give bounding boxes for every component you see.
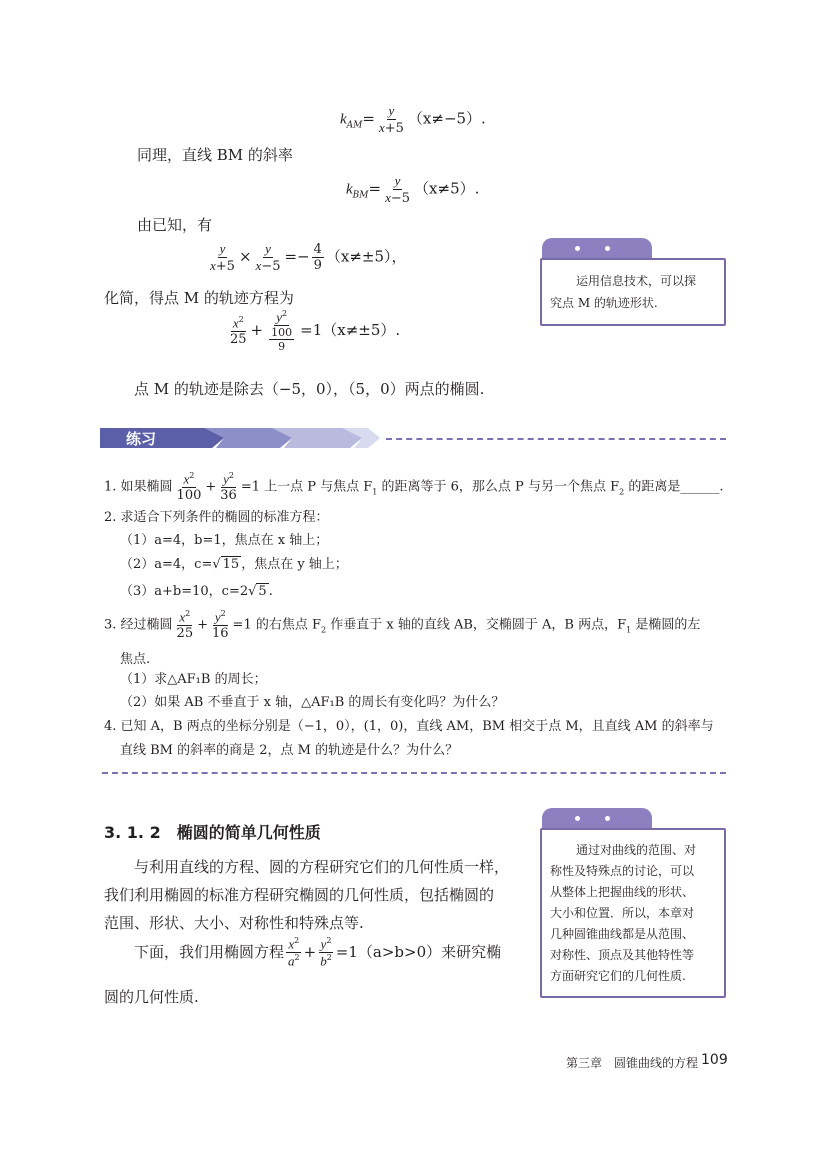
eq-k-am: $k_{AM}=$ $\frac{y}{x+5}$ （x≠−5）.	[340, 103, 486, 136]
exercise-q2: 2. 求适合下列条件的椭圆的标准方程：	[104, 510, 329, 525]
exercise-q4-line1: 4. 已知 A，B 两点的坐标分别是（−1，0），(1，0)，直线 AM，BM 相交于点 M，且直线 AM 的斜率与	[104, 719, 714, 734]
dot-icon	[575, 246, 580, 251]
exercise-title: 练习	[126, 430, 157, 448]
exercise-q3-1: （1）求△AF₁B 的周长；	[120, 672, 267, 687]
dot-icon	[605, 816, 610, 821]
exercise-top-divider	[386, 438, 726, 440]
same-bm-text: 同理，直线 BM 的斜率	[137, 146, 293, 164]
side-note-2-line: 几种圆锥曲线都是从范围、	[550, 927, 695, 941]
exercise-q2-1: （1）a=4，b=1，焦点在 x 轴上；	[120, 533, 329, 548]
simplify-text: 化简，得点 M 的轨迹方程为	[104, 289, 294, 307]
exercise-q2-3: （3）a+b=10，c=2√ 5 .	[120, 584, 273, 599]
dot-icon	[605, 246, 610, 251]
side-note-1-line1: 运用信息技术，可以探	[576, 274, 697, 288]
section-p2-line1: 下面，我们用椭圆方程 $\frac{x^2}{a^2}$ + $\frac{y^2}{b^2}$ =1（a>b>0）来研究椭	[134, 936, 502, 969]
side-note-2-line: 称性及特殊点的讨论，可以	[550, 864, 695, 878]
side-note-2-line: 从整体上把握曲线的形状、	[550, 885, 695, 899]
side-note-2-line: 方面研究它们的几何性质.	[550, 969, 686, 983]
section-p1-line3: 范围、形状、大小、对称性和特殊点等.	[104, 914, 364, 932]
side-note-2	[540, 828, 726, 998]
section-p2-line2: 圆的几何性质.	[104, 988, 199, 1006]
exercise-q2-2: （2）a=4，c=√ 15 ，焦点在 y 轴上；	[120, 557, 348, 572]
exercise-q1: 1. 如果椭圆 $\frac{x^2}{100}$ + $\frac{y^2}{36}$ =1 上一点 P 与焦点 $F_1$ 的距离等于 6，那么点 P 与另一个焦点 $F_2$ 的距离是______.	[104, 471, 724, 504]
section-p1-line1: 与利用直线的方程、圆的方程研究它们的几何性质一样，	[134, 858, 510, 876]
side-note-1-line2: 究点 M 的轨迹形状.	[550, 296, 658, 310]
known-text: 由已知，有	[137, 216, 213, 234]
exercise-q3-2: （2）如果 AB 不垂直于 x 轴，△AF₁B 的周长有变化吗？为什么？	[120, 695, 505, 710]
exercise-q3-cont: 焦点.	[120, 652, 151, 667]
side-note-1	[540, 258, 726, 326]
exercise-q4-line2: 直线 BM 的斜率的商是 2，点 M 的轨迹是什么？为什么？	[120, 743, 459, 758]
section-p1-line2: 我们利用椭圆的标准方程研究椭圆的几何性质，包括椭圆的	[104, 886, 495, 904]
note-tab-2	[542, 808, 652, 830]
section-heading: 3. 1. 2 椭圆的简单几何性质	[104, 823, 321, 842]
side-note-2-line: 通过对曲线的范围、对	[576, 843, 697, 857]
eq-k-bm: $k_{BM}=$ $\frac{y}{x-5}$ （x≠5）.	[346, 173, 480, 206]
eq-ellipse: $\frac{x^2}{25}$ + $\frac{y^2}{\frac{100}{9}}$ =1（x≠±5）.	[230, 309, 401, 354]
exercise-q3: 3. 经过椭圆 $\frac{x^2}{25}$ + $\frac{y^2}{16}$ =1 的右焦点 $F_2$ 作垂直于 x 轴的直线 AB，交椭圆于 A，B 两点，$F_1$ 是椭圆的左	[104, 609, 701, 642]
exercise-bottom-divider	[102, 772, 726, 774]
eq-product: $\frac{y}{x+5}$ × $\frac{y}{x-5}$ =− $\frac{4}{9}$ （x≠±5），	[210, 241, 407, 274]
conclusion-text: 点 M 的轨迹是除去（−5，0），（5，0）两点的椭圆.	[134, 380, 485, 398]
page-number: 109	[701, 1052, 728, 1068]
side-note-2-line: 大小和位置．所以，本章对	[550, 906, 695, 920]
footer-chapter: 第三章 圆锥曲线的方程	[566, 1056, 699, 1070]
note-tab-1	[542, 238, 652, 260]
side-note-2-line: 对称性、顶点及其他特性等	[550, 948, 695, 962]
dot-icon	[575, 816, 580, 821]
